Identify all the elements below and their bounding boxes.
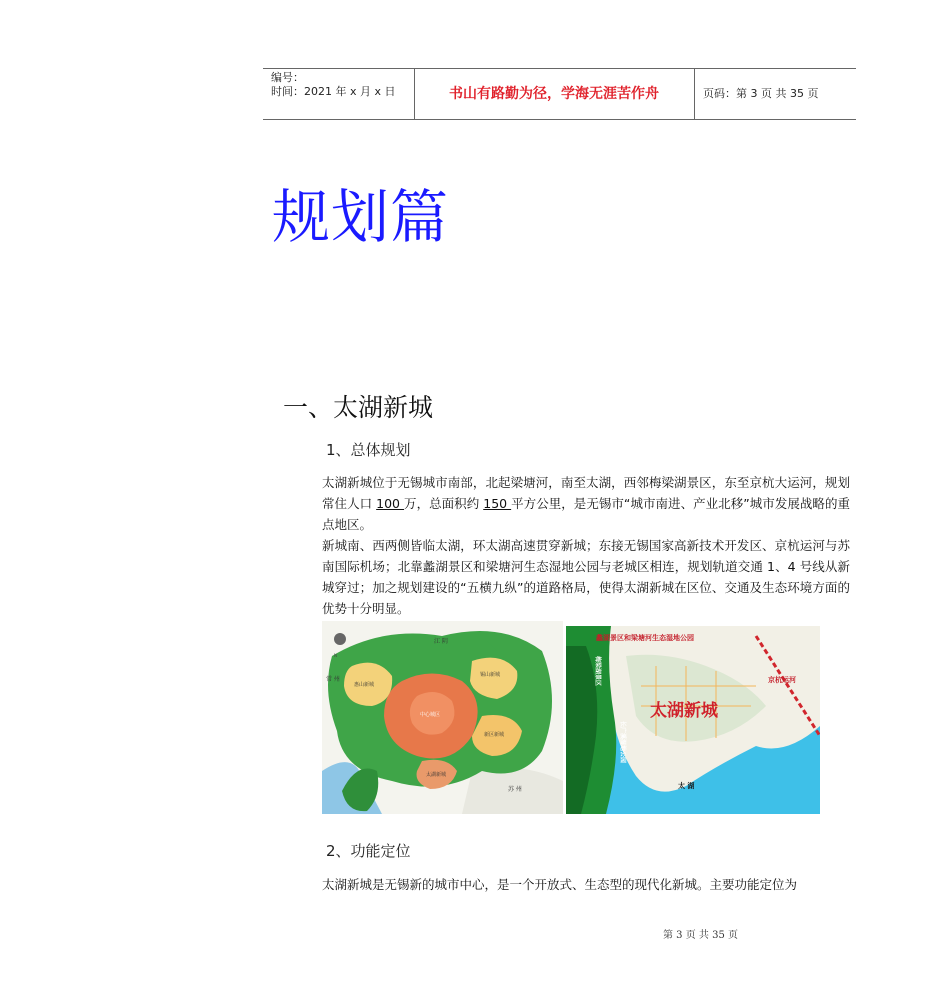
- page-footer: 第 3 页 共 35 页: [663, 930, 738, 941]
- map-label-top: 江 阴: [434, 638, 448, 645]
- page-header: [263, 68, 856, 120]
- subsection-heading-2: 2、功能定位: [326, 842, 411, 860]
- header-divider: [694, 69, 695, 119]
- serial-label: 编号：: [271, 71, 304, 84]
- subsection-heading-1: 1、总体规划: [326, 441, 411, 459]
- map-label-wetland: 长广溪湿地公园: [619, 721, 626, 764]
- district-label: 惠山新城: [354, 682, 375, 688]
- taihu-newtown-map: [566, 626, 820, 814]
- map-label-canal: 京杭运河: [768, 676, 796, 684]
- text-run: 太湖新城位于无锡城市南部，北起梁塘河，南至太湖，西邻梅梁湖景区，东至京杭大运河，规划常住人口: [322, 475, 850, 511]
- map-label-main: 太湖新城: [650, 701, 718, 721]
- text-run: 万，总面积约: [404, 496, 484, 511]
- paragraph-function: 太湖新城是无锡新的城市中心，是一个开放式、生态型的现代化新城。主要功能定位为: [322, 877, 798, 892]
- map-label-lake: 太 湖: [678, 782, 695, 790]
- paragraph-overview: [322, 472, 850, 535]
- map-label-top: 蠡湖景区和梁塘河生态湿地公园: [596, 634, 694, 642]
- district-label: 锡山新城: [480, 672, 501, 678]
- regional-plan-map: [322, 621, 563, 814]
- time-label: 时间：2021 年 x 月 x 日: [271, 85, 396, 98]
- header-page-info: 页码：第 3 页 共 35 页: [703, 87, 819, 100]
- area-value: 150: [483, 496, 512, 511]
- header-meta: [271, 71, 396, 99]
- population-value: 100: [376, 496, 405, 511]
- svg-text:N: N: [334, 653, 337, 658]
- page-title: 规划篇: [272, 183, 450, 251]
- map-label-left: 梅梁湖景区: [594, 656, 601, 687]
- district-label: 新区新城: [484, 732, 505, 738]
- header-motto: 书山有路勤为径，学海无涯苦作舟: [449, 86, 659, 102]
- map-label-bottom: 苏 州: [508, 786, 522, 793]
- map-label-left: 常 州: [326, 676, 340, 683]
- district-label: 太湖新城: [426, 772, 447, 778]
- paragraph-location: 新城南、西两侧皆临太湖，环太湖高速贯穿新城；东接无锡国家高新技术开发区、京杭运河与苏南国际机场；北靠蠡湖景区和梁塘河生态湿地公园与老城区相连，规划轨道交通 1、4 号线从新城穿过；加之规划建设的“五横九纵”的道路格局，使得太湖新城在区位、交通及生态环境方面的优势十分明显。: [322, 538, 850, 616]
- section-heading: 一、太湖新城: [283, 393, 434, 422]
- text-run: 平方公里，是无锡市“城市南进、产业北移”城市发展战略的重点地区。: [322, 496, 850, 532]
- district-label: 中心城区: [420, 712, 441, 718]
